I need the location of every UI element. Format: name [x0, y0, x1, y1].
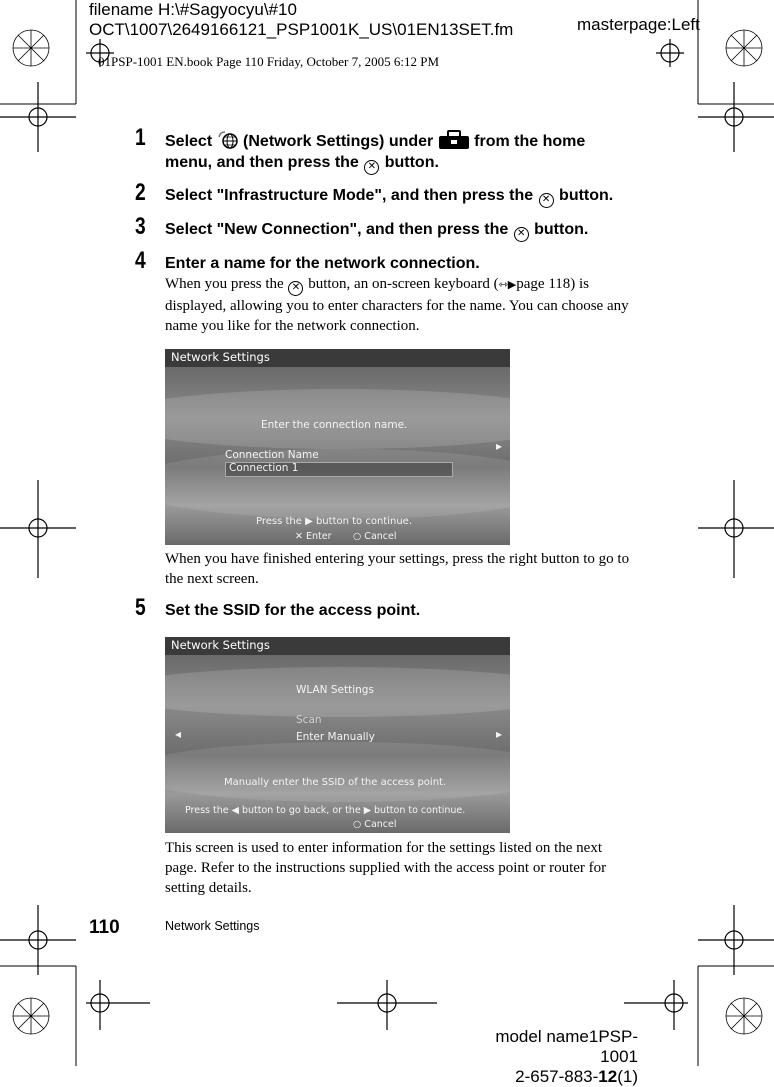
caption-2: This screen is used to enter information for the settings listed on the next page. Refer to the instructions supplied with the access point or router for setting details. — [165, 840, 607, 896]
step-2-title: Select "Infrastructure Mode", and then press the ✕ button. — [165, 185, 635, 208]
connection-name-input[interactable]: Connection 1 — [229, 462, 299, 474]
right-arrow-icon: ▸ — [496, 439, 503, 453]
step-number: 5 — [135, 594, 146, 621]
model-line-2: 2-657-883-12(1) — [515, 1067, 638, 1086]
step-number: 4 — [135, 247, 146, 274]
model-info — [460, 1027, 638, 1087]
model-line-1: model name1PSP-1001 — [495, 1027, 638, 1066]
wlan-heading: WLAN Settings — [296, 684, 374, 696]
page-number: 110 — [89, 917, 120, 938]
step-4-body: When you press the ✕ button, an on-screen keyboard (⇿▶page 118) is displayed, allowing you to enter characters for the name. You can choose any name you like for the network connection. — [165, 276, 629, 334]
page-reference-icon: ⇿▶ — [498, 279, 517, 291]
ssid-hint: Manually enter the SSID of the access point. — [224, 777, 447, 788]
cross-button-icon: ✕ — [364, 160, 379, 175]
enter-manually-option[interactable]: Enter Manually — [296, 731, 375, 743]
filename-line-1: filename H:\#Sagyocyu\#10 — [89, 0, 297, 19]
step-5-title: Set the SSID for the access point. — [165, 602, 421, 619]
filename-label — [89, 0, 513, 40]
filename-line-2: OCT\1007\2649166121_PSP1001K_US\01EN13SET.fm — [89, 20, 514, 39]
cross-button-icon: ✕ — [514, 227, 529, 242]
right-arrow-icon: ▸ — [496, 727, 503, 741]
screenshot-wlan-settings — [165, 637, 510, 833]
enter-button-hint: ✕ Enter — [295, 531, 332, 542]
masterpage-label: masterpage:Left — [577, 15, 700, 34]
step-4-title: Enter a name for the network connection. — [165, 255, 480, 272]
step-number: 1 — [135, 124, 146, 151]
step-3-title: Select "New Connection", and then press the ✕ button. — [165, 219, 635, 242]
section-name: Network Settings — [165, 919, 260, 933]
left-arrow-icon: ◂ — [175, 727, 182, 741]
step-number: 3 — [135, 213, 146, 240]
settings-toolbox-icon — [438, 130, 470, 150]
cancel-button-hint: ○ Cancel — [353, 531, 397, 542]
cancel-button-hint: ○ Cancel — [353, 819, 397, 830]
cross-button-icon: ✕ — [288, 281, 303, 296]
network-settings-icon — [217, 130, 239, 150]
field-label: Connection Name — [225, 449, 319, 461]
scan-option[interactable]: Scan — [296, 714, 322, 726]
navigation-hint: Press the ◀ button to go back, or the ▶ button to continue. — [185, 805, 466, 816]
screen-title: Network Settings — [171, 350, 270, 364]
continue-hint: Press the ▶ button to continue. — [256, 516, 412, 527]
caption-1: When you have finished entering your settings, press the right button to go to the next screen. — [165, 551, 630, 587]
screen-title: Network Settings — [171, 638, 270, 652]
step-1-title: Select (Network Settings) under from the home menu, and then press the ✕ button. — [165, 130, 635, 175]
screen-prompt: Enter the connection name. — [261, 419, 408, 431]
cross-button-icon: ✕ — [539, 193, 554, 208]
step-number: 2 — [135, 179, 146, 206]
book-info-line: 01PSP-1001 EN.book Page 110 Friday, October 7, 2005 6:12 PM — [98, 54, 440, 69]
screenshot-connection-name — [165, 349, 510, 545]
